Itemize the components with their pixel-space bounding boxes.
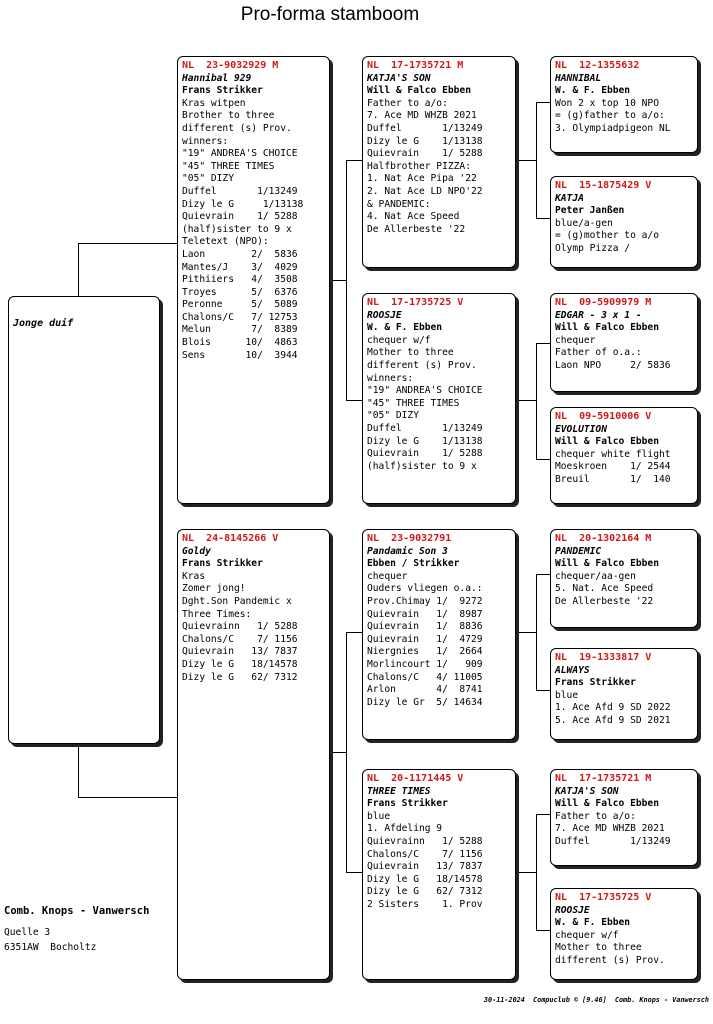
pedigree-line: chequer white flight <box>555 448 671 460</box>
pedigree-line: Dizy le Gr 5/ 14634 <box>367 696 483 708</box>
pedigree-line: Blois 10/ 4863 <box>182 337 298 349</box>
connector-line <box>78 744 79 798</box>
owner-address: Quelle 3 <box>4 927 51 938</box>
pedigree-box-sire[interactable] <box>177 56 330 504</box>
pedigree-line: "05" DIZY <box>182 173 234 185</box>
pedigree-line: Quievrain 1/ 8836 <box>367 621 483 633</box>
pedigree-line: different (s) Prov. <box>367 359 477 371</box>
pedigree-line: chequer <box>367 570 408 582</box>
ring-number: NL 15-1875429 V <box>555 180 652 191</box>
pedigree-line: Dizy le G 1/13138 <box>367 435 483 447</box>
pedigree-line: chequer w/f <box>555 929 619 941</box>
ring-number: NL 17-1735721 M <box>367 60 464 71</box>
pigeon-name: ROOSJE <box>367 309 402 321</box>
ring-number: NL 23-9032791 <box>367 533 452 544</box>
pedigree-line: De Allerbeste '22 <box>367 223 466 235</box>
pedigree-line: different (s) Prov. <box>555 954 665 966</box>
pedigree-line: Kras <box>182 570 206 582</box>
pigeon-name: KATJA'S SON <box>367 72 431 84</box>
pedigree-box-sds[interactable] <box>550 293 698 392</box>
pedigree-line: & PANDEMIC: <box>367 198 431 210</box>
pigeon-name: Hannibal 929 <box>182 72 252 84</box>
pedigree-line: different (s) Prov. <box>182 122 292 134</box>
connector-line <box>330 752 346 753</box>
connector-line <box>78 243 178 244</box>
connector-line <box>536 343 537 459</box>
pedigree-line: Laon NPO 2/ 5836 <box>555 359 671 371</box>
pedigree-box-sire-dam[interactable] <box>362 293 516 504</box>
pedigree-line: Father to a/o: <box>555 810 636 822</box>
pedigree-line: Father of o.a.: <box>555 347 642 359</box>
pedigree-line: Quievrainn 1/ 5288 <box>182 621 298 633</box>
breeder-name: Will & Falco Ebben <box>555 558 659 570</box>
pedigree-line: 1. Afdeling 9 <box>367 823 443 835</box>
pigeon-name: HANNIBAL <box>555 72 602 84</box>
pedigree-line: 3. Olympiadpigeon NL <box>555 122 671 134</box>
pedigree-line: Chalons/C 7/ 12753 <box>182 311 298 323</box>
pedigree-line: "19" ANDREA'S CHOICE <box>367 385 483 397</box>
ring-number: NL 17-1735725 V <box>367 297 464 308</box>
breeder-name: Will & Falco Ebben <box>367 85 471 97</box>
pedigree-line: "45" THREE TIMES <box>182 160 275 172</box>
pedigree-line: Laon 2/ 5836 <box>182 248 298 260</box>
pedigree-line: = (g)mother to a/o <box>555 230 659 242</box>
breeder-name: Frans Strikker <box>182 85 263 97</box>
pedigree-line: Zomer jong! <box>182 583 246 595</box>
connector-line <box>536 102 537 218</box>
pedigree-line: Won 2 x top 10 NPO <box>555 97 659 109</box>
pedigree-line: winners: <box>367 372 414 384</box>
pedigree-box-sdd[interactable] <box>550 407 698 504</box>
pedigree-line: Quievrain 1/ 5288 <box>367 448 483 460</box>
pedigree-line: chequer/aa-gen <box>555 570 636 582</box>
pedigree-line: "05" DIZY <box>367 410 419 422</box>
pedigree-line: Dght.Son Pandemic x <box>182 595 292 607</box>
breeder-name: Will & Falco Ebben <box>555 798 659 810</box>
pigeon-name: THREE TIMES <box>367 785 431 797</box>
ring-number: NL 20-1302164 M <box>555 533 652 544</box>
pedigree-line: "45" THREE TIMES <box>367 397 460 409</box>
pedigree-line: Quievrain 1/ 8987 <box>367 608 483 620</box>
pedigree-line: Mother to three <box>367 347 454 359</box>
pedigree-line: Duffel 1/13249 <box>367 122 483 134</box>
pedigree-box-dam[interactable] <box>177 529 330 980</box>
pigeon-name: KATJA'S SON <box>555 785 619 797</box>
connector-line <box>516 160 536 161</box>
pedigree-line: Mother to three <box>555 942 642 954</box>
breeder-name: Frans Strikker <box>555 677 636 689</box>
ring-number: NL 12-1355632 <box>555 60 640 71</box>
pedigree-box-sss[interactable] <box>550 56 698 153</box>
pigeon-name: EVOLUTION <box>555 423 607 435</box>
pedigree-box-ddd[interactable] <box>550 888 698 980</box>
pedigree-line: 7. Ace MD WHZB 2021 <box>367 110 477 122</box>
pedigree-line: 1. Ace Afd 9 SD 2022 <box>555 702 671 714</box>
pedigree-line: 5. Nat. Ace Speed <box>555 583 654 595</box>
pedigree-line: blue <box>367 810 391 822</box>
connector-line <box>536 814 537 930</box>
pedigree-line: Quievrainn 1/ 5288 <box>367 835 483 847</box>
pedigree-line: Dizy le G 1/13138 <box>367 135 483 147</box>
pedigree-box-dss[interactable] <box>550 529 698 628</box>
pedigree-line: Quievrain 1/ 5288 <box>182 211 298 223</box>
pedigree-line: Chalons/C 4/ 11005 <box>367 671 483 683</box>
pedigree-line: Duffel 1/13249 <box>367 422 483 434</box>
pedigree-line: Quievrain 13/ 7837 <box>367 861 483 873</box>
subject-box[interactable] <box>8 296 160 744</box>
pedigree-line: Dizy le G 1/13138 <box>182 198 304 210</box>
pedigree-line: Duffel 1/13249 <box>555 835 671 847</box>
pedigree-line: Dizy le G 62/ 7312 <box>182 671 298 683</box>
connector-line <box>330 280 346 281</box>
pedigree-line: Arlon 4/ 8741 <box>367 684 483 696</box>
owner-block <box>4 904 149 955</box>
pedigree-line: De Allerbeste '22 <box>555 595 654 607</box>
connector-line <box>78 797 178 798</box>
pedigree-line: Olymp Pizza / <box>555 242 631 254</box>
ring-number: NL 09-5909979 M <box>555 297 652 308</box>
ring-number: NL 24-8145266 V <box>182 533 279 544</box>
breeder-name: Ebben / Strikker <box>367 558 460 570</box>
breeder-name: W. & F. Ebben <box>367 322 443 334</box>
breeder-name: W. & F. Ebben <box>555 917 631 929</box>
pedigree-line: Kras witpen <box>182 97 246 109</box>
owner-city: 6351AW Bocholtz <box>4 942 97 953</box>
pedigree-line: Quievrain 13/ 7837 <box>182 646 298 658</box>
pedigree-line: 2 Sisters 1. Prov <box>367 898 483 910</box>
pigeon-name: ALWAYS <box>555 664 590 676</box>
pedigree-line: Quievrain 1/ 4729 <box>367 633 483 645</box>
subject-label: Jonge duif <box>13 318 74 329</box>
connector-line <box>516 400 536 401</box>
pedigree-line: Sens 10/ 3944 <box>182 349 298 361</box>
connector-line <box>516 632 536 633</box>
pedigree-box-dam-dam[interactable] <box>362 769 516 980</box>
pedigree-line: chequer <box>555 334 596 346</box>
pedigree-line: winners: <box>182 135 229 147</box>
pigeon-name: KATJA <box>555 192 584 204</box>
connector-line <box>346 632 347 872</box>
ring-number: NL 09-5910006 V <box>555 411 652 422</box>
breeder-name: W. & F. Ebben <box>555 85 631 97</box>
owner-name: Comb. Knops - Vanwersch <box>4 905 150 917</box>
breeder-name: Will & Falco Ebben <box>555 436 659 448</box>
pedigree-line: (half)sister to 9 x <box>182 223 292 235</box>
pedigree-line: Duffel 1/13249 <box>182 185 298 197</box>
ring-number: NL 17-1735721 M <box>555 773 652 784</box>
pedigree-line: Dizy le G 62/ 7312 <box>367 886 483 898</box>
breeder-name: Peter Janßen <box>555 205 625 217</box>
pedigree-line: 1. Nat Ace Pipa '22 <box>367 173 477 185</box>
pedigree-line: Three Times: <box>182 608 252 620</box>
pedigree-box-sire-sire[interactable] <box>362 56 516 268</box>
page-title: Pro-forma stamboom <box>240 4 420 25</box>
breeder-name: Will & Falco Ebben <box>555 322 659 334</box>
pedigree-line: Troyes 5/ 6376 <box>182 286 298 298</box>
pigeon-name: EDGAR - 3 x 1 - <box>555 309 642 321</box>
pigeon-name: Goldy <box>182 545 211 557</box>
ring-number: NL 23-9032929 M <box>182 60 279 71</box>
pedigree-line: 5. Ace Afd 9 SD 2021 <box>555 714 671 726</box>
pedigree-box-ssd[interactable] <box>550 176 698 268</box>
ring-number: NL 20-1171445 V <box>367 773 464 784</box>
connector-line <box>78 243 79 297</box>
breeder-name: Frans Strikker <box>367 798 448 810</box>
pedigree-line: chequer w/f <box>367 334 431 346</box>
pedigree-line: Breuil 1/ 140 <box>555 473 671 485</box>
pedigree-line: Melun 7/ 8389 <box>182 324 298 336</box>
connector-line <box>516 872 536 873</box>
connector-line <box>346 160 347 400</box>
pedigree-line: Chalons/C 7/ 1156 <box>367 848 483 860</box>
pedigree-line: Dizy le G 18/14578 <box>182 658 298 670</box>
pedigree-line: Peronne 5/ 5089 <box>182 299 298 311</box>
pigeon-name: Pandamic Son 3 <box>367 545 448 557</box>
pedigree-line: Ouders vliegen o.a.: <box>367 583 483 595</box>
pedigree-box-dam-sire[interactable] <box>362 529 516 740</box>
breeder-name: Frans Strikker <box>182 558 263 570</box>
pedigree-line: Niergnies 1/ 2664 <box>367 646 483 658</box>
pedigree-line: Moeskroen 1/ 2544 <box>555 461 671 473</box>
pedigree-line: Teletext (NPO): <box>182 236 269 248</box>
pedigree-line: 4. Nat Ace Speed <box>367 211 460 223</box>
ring-number: NL 19-1333817 V <box>555 652 652 663</box>
pedigree-line: blue/a-gen <box>555 217 613 229</box>
pedigree-line: Halfbrother PIZZA: <box>367 160 471 172</box>
pedigree-line: Morlincourt 1/ 909 <box>367 658 483 670</box>
pedigree-line: Chalons/C 7/ 1156 <box>182 633 298 645</box>
pedigree-line: blue <box>555 689 579 701</box>
pedigree-line: Father to a/o: <box>367 97 448 109</box>
pedigree-line: Prov.Chimay 1/ 9272 <box>367 595 483 607</box>
pedigree-line: Dizy le G 18/14578 <box>367 873 483 885</box>
connector-line <box>536 574 537 690</box>
pedigree-box-dsd[interactable] <box>550 648 698 740</box>
pigeon-name: ROOSJE <box>555 904 590 916</box>
pedigree-box-dds[interactable] <box>550 769 698 866</box>
print-footer: 30-11-2024 Compuclub © [9.46] Comb. Knops - Vanwersch <box>483 996 709 1004</box>
pedigree-line: Quievrain 1/ 5288 <box>367 148 483 160</box>
pedigree-line: 7. Ace MD WHZB 2021 <box>555 823 665 835</box>
ring-number: NL 17-1735725 V <box>555 892 652 903</box>
pedigree-line: Mantes/J 3/ 4029 <box>182 261 298 273</box>
pedigree-line: Brother to three <box>182 110 275 122</box>
pedigree-line: (half)sister to 9 x <box>367 460 477 472</box>
pedigree-line: Pithiiers 4/ 3508 <box>182 274 298 286</box>
pigeon-name: PANDEMIC <box>555 545 602 557</box>
pedigree-line: 2. Nat Ace LD NPO'22 <box>367 185 483 197</box>
pedigree-line: = (g)father to a/o: <box>555 110 665 122</box>
pedigree-line: "19" ANDREA'S CHOICE <box>182 148 298 160</box>
